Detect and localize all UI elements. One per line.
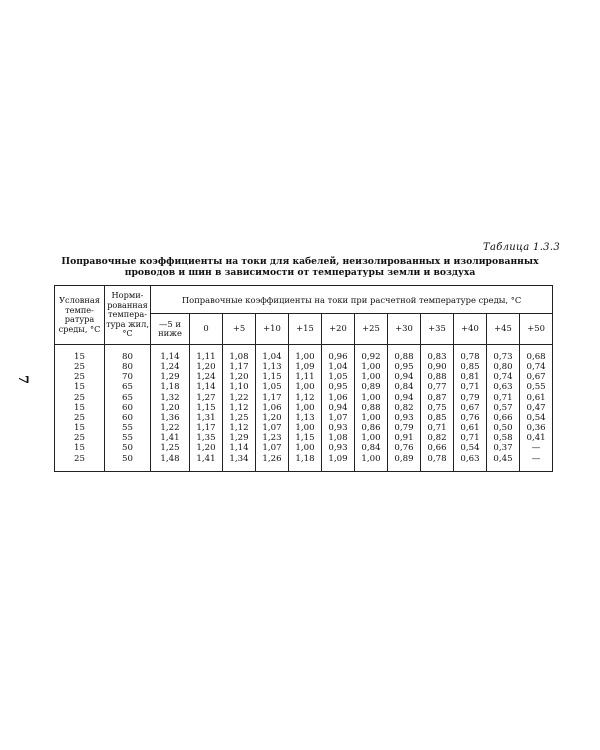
table-cell: 0,61 <box>526 392 546 403</box>
table-cell: — <box>531 453 541 464</box>
header-temperature: +10 <box>256 314 289 345</box>
table-cell: 1,20 <box>160 402 180 413</box>
table-cell: 80 <box>122 352 133 362</box>
table-cell: 0,88 <box>361 402 381 413</box>
table-cell: 1,00 <box>295 423 315 434</box>
table-cell: 1,00 <box>361 412 381 423</box>
table-cell: 1,29 <box>160 372 180 383</box>
table-cell: 1,32 <box>160 392 180 403</box>
table-cell: 15 <box>74 402 85 413</box>
table-cell: 1,00 <box>295 402 315 413</box>
table-cell: 65 <box>122 392 133 403</box>
table-cell: 1,23 <box>262 433 282 444</box>
table-cell: 0,63 <box>493 382 513 393</box>
table-cell: 0,54 <box>526 412 546 423</box>
table-cell: 1,04 <box>262 352 282 362</box>
table-cell: 0,96 <box>328 352 348 362</box>
table-cell: 0,82 <box>427 433 447 444</box>
table-cell: 1,00 <box>361 433 381 444</box>
table-cell: 1,07 <box>262 443 282 454</box>
table-cell: 50 <box>122 443 133 454</box>
table-cell: 0,85 <box>460 362 480 373</box>
table-cell: — <box>531 443 541 454</box>
table-cell: 0,78 <box>427 453 447 464</box>
table-cell: 25 <box>74 392 85 403</box>
table-cell: 0,67 <box>526 372 546 383</box>
table-cell: 0,74 <box>526 362 546 373</box>
table-cell: 1,36 <box>160 412 180 423</box>
header-temperature: +20 <box>322 314 355 345</box>
table-cell: 0,92 <box>361 352 381 362</box>
table-cell: 1,06 <box>328 392 348 403</box>
table-cell: 1,07 <box>328 412 348 423</box>
table-cell: 1,27 <box>196 392 216 403</box>
table-cell: 0,80 <box>493 362 513 373</box>
column-coefficients <box>388 345 421 472</box>
table-cell: 1,15 <box>196 402 216 413</box>
table-cell: 1,00 <box>361 372 381 383</box>
table-cell: 1,12 <box>229 402 249 413</box>
header-temperature: +35 <box>421 314 454 345</box>
table-cell: 0,41 <box>526 433 546 444</box>
column-coefficients <box>289 345 322 472</box>
header-temperature-line: ниже <box>158 328 182 338</box>
table-cell: 1,00 <box>295 382 315 393</box>
table-cell: 1,22 <box>160 423 180 434</box>
table-cell: 1,17 <box>262 392 282 403</box>
table-title: Поправочные коэффициенты на токи для кабелей, неизолированных и изолированных проводов и шин в зависимости от температуры земли и воздуха <box>61 256 539 278</box>
table-cell: 0,82 <box>394 402 414 413</box>
table-cell: 60 <box>122 412 133 423</box>
table-cell: 0,76 <box>460 412 480 423</box>
table-cell: 0,84 <box>361 443 381 454</box>
table-cell: 0,67 <box>460 402 480 413</box>
table-cell: 1,18 <box>160 382 180 393</box>
header-temperature: +5 <box>223 314 256 345</box>
table-cell: 1,17 <box>196 423 216 434</box>
header-temperature: 0 <box>190 314 223 345</box>
table-cell: 1,05 <box>262 382 282 393</box>
table-cell: 15 <box>74 443 85 454</box>
table-cell: 1,09 <box>328 453 348 464</box>
table-cell: 0,71 <box>460 382 480 393</box>
table-cell: 1,25 <box>229 412 249 423</box>
table-cell: 1,11 <box>196 352 216 362</box>
table-cell: 1,41 <box>196 453 216 464</box>
table-cell: 60 <box>122 402 133 413</box>
table-cell: 0,68 <box>526 352 546 362</box>
table-cell: 25 <box>74 453 85 464</box>
table-cell: 0,55 <box>526 382 546 393</box>
table-cell: 0,89 <box>394 453 414 464</box>
table-cell: 0,61 <box>460 423 480 434</box>
table-cell: 80 <box>122 362 133 373</box>
table-cell: 0,79 <box>460 392 480 403</box>
table-cell: 1,14 <box>229 443 249 454</box>
column-coefficients <box>520 345 553 472</box>
table-cell: 1,00 <box>361 392 381 403</box>
table-cell: 1,00 <box>361 453 381 464</box>
table-cell: 0,95 <box>328 382 348 393</box>
column-coefficients <box>421 345 454 472</box>
table-cell: 1,06 <box>262 402 282 413</box>
table-cell: 0,37 <box>493 443 513 454</box>
column-coefficients <box>190 345 223 472</box>
column-coefficients <box>454 345 487 472</box>
header-temperature: +30 <box>388 314 421 345</box>
table-cell: 0,84 <box>394 382 414 393</box>
table-cell: 1,31 <box>196 412 216 423</box>
table-cell: 15 <box>74 352 85 362</box>
table-cell: 1,24 <box>196 372 216 383</box>
column-coefficients <box>487 345 520 472</box>
table-cell: 1,00 <box>295 352 315 362</box>
table-cell: 1,13 <box>295 412 315 423</box>
header-temperature: +50 <box>520 314 553 345</box>
header-temperature: +15 <box>289 314 322 345</box>
table-cell: 1,25 <box>160 443 180 454</box>
table-cell: 25 <box>74 362 85 373</box>
table-cell: 0,71 <box>493 392 513 403</box>
header-temperature <box>151 314 190 345</box>
table-cell: 0,87 <box>427 392 447 403</box>
table-cell: 1,48 <box>160 453 180 464</box>
table-cell: 0,66 <box>493 412 513 423</box>
table-cell: 0,63 <box>460 453 480 464</box>
table-cell: 1,08 <box>328 433 348 444</box>
table-cell: 15 <box>74 423 85 434</box>
table-cell: 1,09 <box>295 362 315 373</box>
table-cell: 1,34 <box>229 453 249 464</box>
table-cell: 0,77 <box>427 382 447 393</box>
table-cell: 0,95 <box>394 362 414 373</box>
table-cell: 55 <box>122 423 133 434</box>
table-cell: 25 <box>74 412 85 423</box>
table-cell: 0,66 <box>427 443 447 454</box>
header-temperature: +40 <box>454 314 487 345</box>
table-caption: Таблица 1.3.3 <box>482 242 560 253</box>
table-cell: 0,83 <box>427 352 447 362</box>
table-cell: 0,74 <box>493 372 513 383</box>
table-cell: 1,15 <box>295 433 315 444</box>
table-cell: 1,20 <box>196 362 216 373</box>
table-cell: 55 <box>122 433 133 444</box>
table-cell: 0,36 <box>526 423 546 434</box>
header-temperature: +45 <box>487 314 520 345</box>
table-cell: 25 <box>74 433 85 444</box>
table-cell: 0,71 <box>427 423 447 434</box>
table-cell: 1,10 <box>229 382 249 393</box>
table-cell: 0,47 <box>526 402 546 413</box>
table-cell: 1,00 <box>295 443 315 454</box>
column-coefficients <box>355 345 388 472</box>
table-cell: 1,24 <box>160 362 180 373</box>
header-temperature-line: —5 и <box>159 318 181 329</box>
header-correction-coefficients: Поправочные коэффициенты на токи при расчетной температуре среды, °С <box>151 286 553 314</box>
table-cell: 0,90 <box>427 362 447 373</box>
table-cell: 1,26 <box>262 453 282 464</box>
correction-coefficients-table <box>54 285 553 472</box>
table-cell: 0,57 <box>493 402 513 413</box>
table-cell: 0,50 <box>493 423 513 434</box>
table-cell: 1,41 <box>160 433 180 444</box>
table-cell: 0,86 <box>361 423 381 434</box>
table-cell: 1,04 <box>328 362 348 373</box>
table-cell: 0,93 <box>328 423 348 434</box>
table-cell: 0,94 <box>394 392 414 403</box>
table-cell: 1,20 <box>262 412 282 423</box>
table-cell: 0,91 <box>394 433 414 444</box>
table-cell: 0,81 <box>460 372 480 383</box>
table-cell: 0,54 <box>460 443 480 454</box>
table-cell: 0,78 <box>460 352 480 362</box>
table-cell: 1,20 <box>196 443 216 454</box>
table-cell: 65 <box>122 382 133 393</box>
table-cell: 25 <box>74 372 85 383</box>
table-cell: 1,00 <box>361 362 381 373</box>
column-coefficients <box>223 345 256 472</box>
table-cell: 1,20 <box>229 372 249 383</box>
table-cell: 1,15 <box>262 372 282 383</box>
table-cell: 0,93 <box>394 412 414 423</box>
table-cell: 1,14 <box>196 382 216 393</box>
column-rated-temperature <box>105 345 151 472</box>
header-ambient-temperature: Условная темпе- ратура среды, °С <box>55 286 105 345</box>
table-cell: 1,22 <box>229 392 249 403</box>
table-cell: 1,17 <box>229 362 249 373</box>
table-cell: 0,45 <box>493 453 513 464</box>
table-cell: 0,94 <box>328 402 348 413</box>
column-ambient-temperature <box>55 345 105 472</box>
table-cell: 0,94 <box>394 372 414 383</box>
table-cell: 0,76 <box>394 443 414 454</box>
table-cell: 70 <box>122 372 133 383</box>
table-cell: 0,89 <box>361 382 381 393</box>
table-cell: 1,11 <box>295 372 315 383</box>
table-cell: 0,88 <box>427 372 447 383</box>
table-cell: 1,05 <box>328 372 348 383</box>
table-cell: 1,07 <box>262 423 282 434</box>
table-cell: 0,93 <box>328 443 348 454</box>
table-cell: 1,12 <box>229 423 249 434</box>
table-cell: 0,58 <box>493 433 513 444</box>
column-coefficients <box>256 345 289 472</box>
header-temperature: +25 <box>355 314 388 345</box>
header-rated-conductor-temperature: Норми- рованная темпера- тура жил, °С <box>105 286 151 345</box>
table-cell: 0,73 <box>493 352 513 362</box>
table-cell: 1,18 <box>295 453 315 464</box>
table-cell: 0,88 <box>394 352 414 362</box>
table-cell: 0,71 <box>460 433 480 444</box>
page-number: 7 <box>15 374 31 385</box>
table-cell: 0,85 <box>427 412 447 423</box>
table-cell: 50 <box>122 453 133 464</box>
table-cell: 1,14 <box>160 352 180 362</box>
table-cell: 0,75 <box>427 402 447 413</box>
table-cell: 1,29 <box>229 433 249 444</box>
table-cell: 15 <box>74 382 85 393</box>
table-cell: 1,35 <box>196 433 216 444</box>
table-cell: 1,13 <box>262 362 282 373</box>
column-coefficients <box>151 345 190 472</box>
table-cell: 1,08 <box>229 352 249 362</box>
column-coefficients <box>322 345 355 472</box>
table-cell: 0,79 <box>394 423 414 434</box>
table-cell: 1,12 <box>295 392 315 403</box>
